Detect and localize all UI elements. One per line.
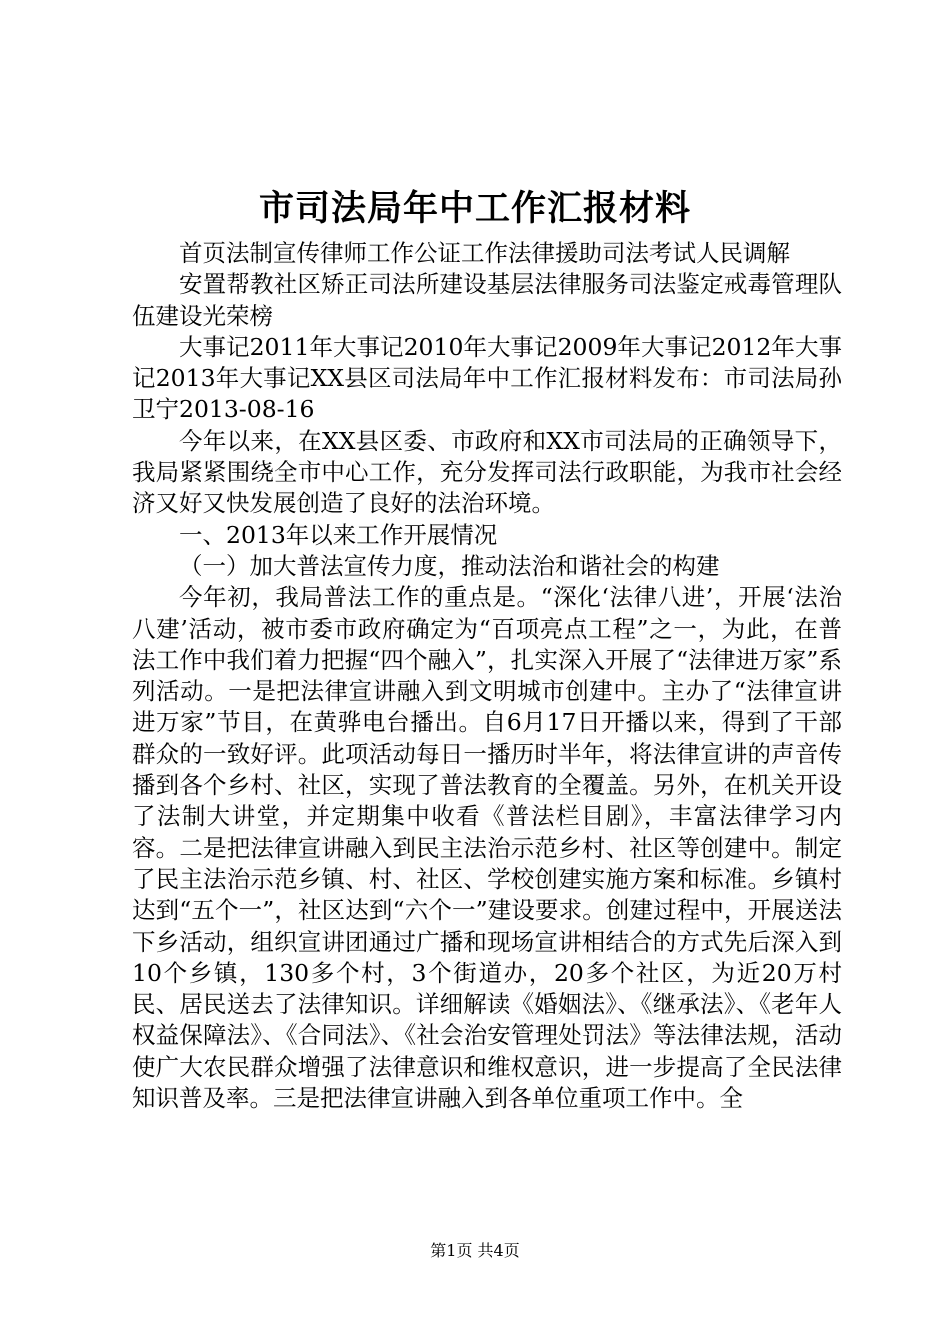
paragraph-legal-publicity: 今年初，我局普法工作的重点是。“深化‘法律八进’，开展‘法治八建’活动，被市委市政府确定为“百项亮点工程”之一，为此，在普法工作中我们着力把握“四个融入”，扎实深入开展了“法律进万家”系列活动。一是把法律宣讲融入到文明城市创建中。主办了“法律宣讲进万家”节目，在黄骅电台播出。自6月17日开播以来，得到了干部群众的一致好评。此项活动每日一播历时半年，将法律宣讲的声音传播到各个乡村、社区，实现了普法教育的全覆盖。另外，在机关开设了法制大讲堂，并定期集中收看《普法栏目剧》，丰富法律学习内容。二是把法律宣讲融入到民主法治示范乡村、社区等创建中。制定了民主法治示范乡镇、村、社区、学校创建实施方案和标准。乡镇村达到“五个一”，社区达到“六个一”建设要求。创建过程中，开展送法下乡活动，组织宣讲团通过广播和现场宣讲相结合的方式先后深入到10个乡镇，130多个村，3个街道办，20多个社区，为近20万村民、居民送去了法律知识。详细解读《婚姻法》、《继承法》、《老年人权益保障法》、《合同法》、《社会治安管理处罚法》等法律法规，活动使广大农民群众增强了法律意识和维权意识，进一步提高了全民法律知识普及率。三是把法律宣讲融入到各单位重项工作中。全 [132,583,842,1113]
subsection-heading-1: （一）加大普法宣传力度，推动法治和谐社会的构建 [179,551,720,580]
paragraph-events-and-byline: 大事记2011年大事记2010年大事记2009年大事记2012年大事记2013年大事记XX县区司法局年中工作汇报材料发布：市司法局孙卫宁2013-08-16 [132,332,842,424]
section-heading-1: 一、2013年以来工作开展情况 [179,520,498,549]
document-title: 市司法局年中工作汇报材料 [258,188,691,229]
document-body [132,238,842,1114]
paragraph-intro: 今年以来，在XX县区委、市政府和XX市司法局的正确领导下，我局紧紧围绕全市中心工作，充分发挥司法行政职能，为我市社会经济又好又快发展创造了良好的法治环境。 [132,426,842,518]
paragraph-nav-links-2: 安置帮教社区矫正司法所建设基层法律服务司法鉴定戒毒管理队伍建设光荣榜 [132,270,842,330]
paragraph-nav-links-1: 首页法制宣传律师工作公证工作法律援助司法考试人民调解 [179,239,790,267]
page-number-footer: 第1页 共4页 [430,1241,520,1260]
